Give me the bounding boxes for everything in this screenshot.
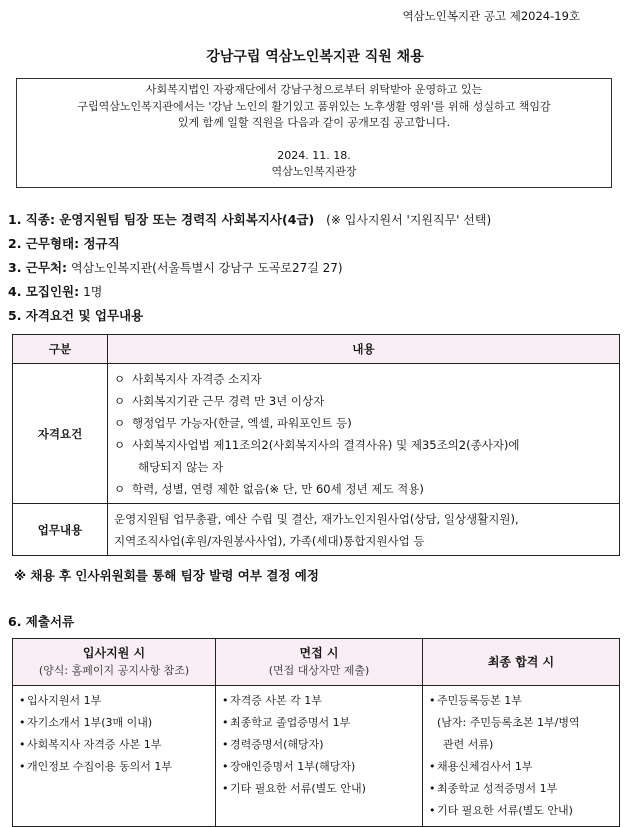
section-3-value: 역삼노인복지관(서울특별시 강남구 도곡로27길 27) [71,261,343,275]
list-item: • 최종학교 졸업증명서 1부 [222,716,351,729]
col-interview-header: 면접 시 (면접 대상자만 제출) [216,639,423,686]
col-category-header: 구분 [13,335,108,364]
section-4-value: 1명 [83,285,103,299]
list-item: ㅇ 사회복지기관 근무 경력 만 3년 이상자 [114,393,325,408]
list-item: • 주민등록등본 1부 [429,694,522,707]
col-application-header: 입사지원 시 (양식: 홈페이지 공지사항 참조) [13,639,216,686]
list-item: • 자기소개서 1부(3매 이내) [19,716,153,729]
application-docs [13,686,216,827]
list-item: • 기타 필요한 서류(별도 안내) [429,804,573,817]
notice-number: 역삼노인복지관 공고 제2024-19호 [402,9,580,23]
section-5-label: 5. 자격요건 및 업무내용 [8,308,144,323]
list-item: • 최종학교 성적증명서 1부 [429,782,558,795]
list-item-continuation: (남자: 주민등록초본 1부/병역 [437,716,580,729]
list-item: • 사회복지사 자격증 사본 1부 [19,738,162,751]
intro-line: 구립역삼노인복지관에서는 '강남 노인의 활기있고 품위있는 노후생활 영위'를 위해 성실하고 책임감 [77,99,551,113]
interview-docs [216,686,423,827]
intro-date: 2024. 11. 18. [277,148,351,162]
section-2 [8,234,120,252]
list-item-continuation: 관련 서류) [443,738,494,751]
list-item: ㅇ 학력, 성별, 연령 제한 없음(※ 단, 만 60세 정년 제도 적용) [114,481,424,496]
qualification-table [12,334,620,556]
section-5 [8,306,143,324]
section-3-label: 3. 근무처: [8,260,68,275]
section-1-note: (※ 입사지원서 '지원직무' 선택) [326,213,492,227]
duties-content: 운영지원팀 업무총괄, 예산 수립 및 결산, 재가노인지원사업(상담, 일상생활지원), 지역조직사업(후원/자원봉사사업), 가족(세대)통합지원사업 등 [108,504,620,556]
list-item-continuation: 해당되지 않는 자 [138,459,224,474]
section-6 [8,612,74,630]
col-content-header: 내용 [108,335,620,364]
appointment-note: ※ 채용 후 인사위원회를 통해 팀장 발령 여부 결정 예정 [14,568,319,583]
section-2-label: 2. 근무형태: 정규직 [8,236,120,251]
list-item: • 기타 필요한 서류(별도 안내) [222,782,366,795]
section-4 [8,282,102,300]
list-item: • 개인정보 수집이용 동의서 1부 [19,760,172,773]
qualification-list [108,364,620,504]
list-item: ㅇ 행정업무 가능자(한글, 엑셀, 파워포인트 등) [114,415,352,430]
list-item: • 자격증 사본 각 1부 [222,694,322,707]
section-1-label: 1. 직종: 운영지원팀 팀장 또는 경력직 사회복지사(4급) [8,212,315,227]
list-item: • 입사지원서 1부 [19,694,102,707]
page-title: 강남구립 역삼노인복지관 직원 채용 [206,49,424,65]
section-6-label: 6. 제출서류 [8,614,75,629]
section-4-label: 4. 모집인원: [8,284,80,299]
list-item: ㅇ 사회복지사 자격증 소지자 [114,371,262,386]
section-1 [8,210,491,228]
col-final-header: 최종 합격 시 [423,639,620,686]
list-item: • 채용신체검사서 1부 [429,760,533,773]
section-3 [8,258,343,276]
list-item: ㅇ 사회복지사업법 제11조의2(사회복지사의 결격사유) 및 제35조의2(종사자)에 [114,437,520,452]
intro-line: 사회복지법인 자광재단에서 강남구청으로부터 위탁받아 운영하고 있는 [145,83,483,96]
row-duties-label: 업무내용 [13,504,108,556]
list-item: • 장애인증명서 1부(해당자) [222,760,356,773]
final-docs [423,686,620,827]
list-item: • 경력증명서(해당자) [222,738,324,751]
intro-signature: 역삼노인복지관장 [271,165,357,178]
intro-line: 있게 함께 일할 직원을 다음과 같이 공개모집 공고합니다. [177,116,451,129]
row-qualification-label: 자격요건 [13,364,108,504]
intro-box [16,78,612,188]
documents-table [12,638,620,827]
